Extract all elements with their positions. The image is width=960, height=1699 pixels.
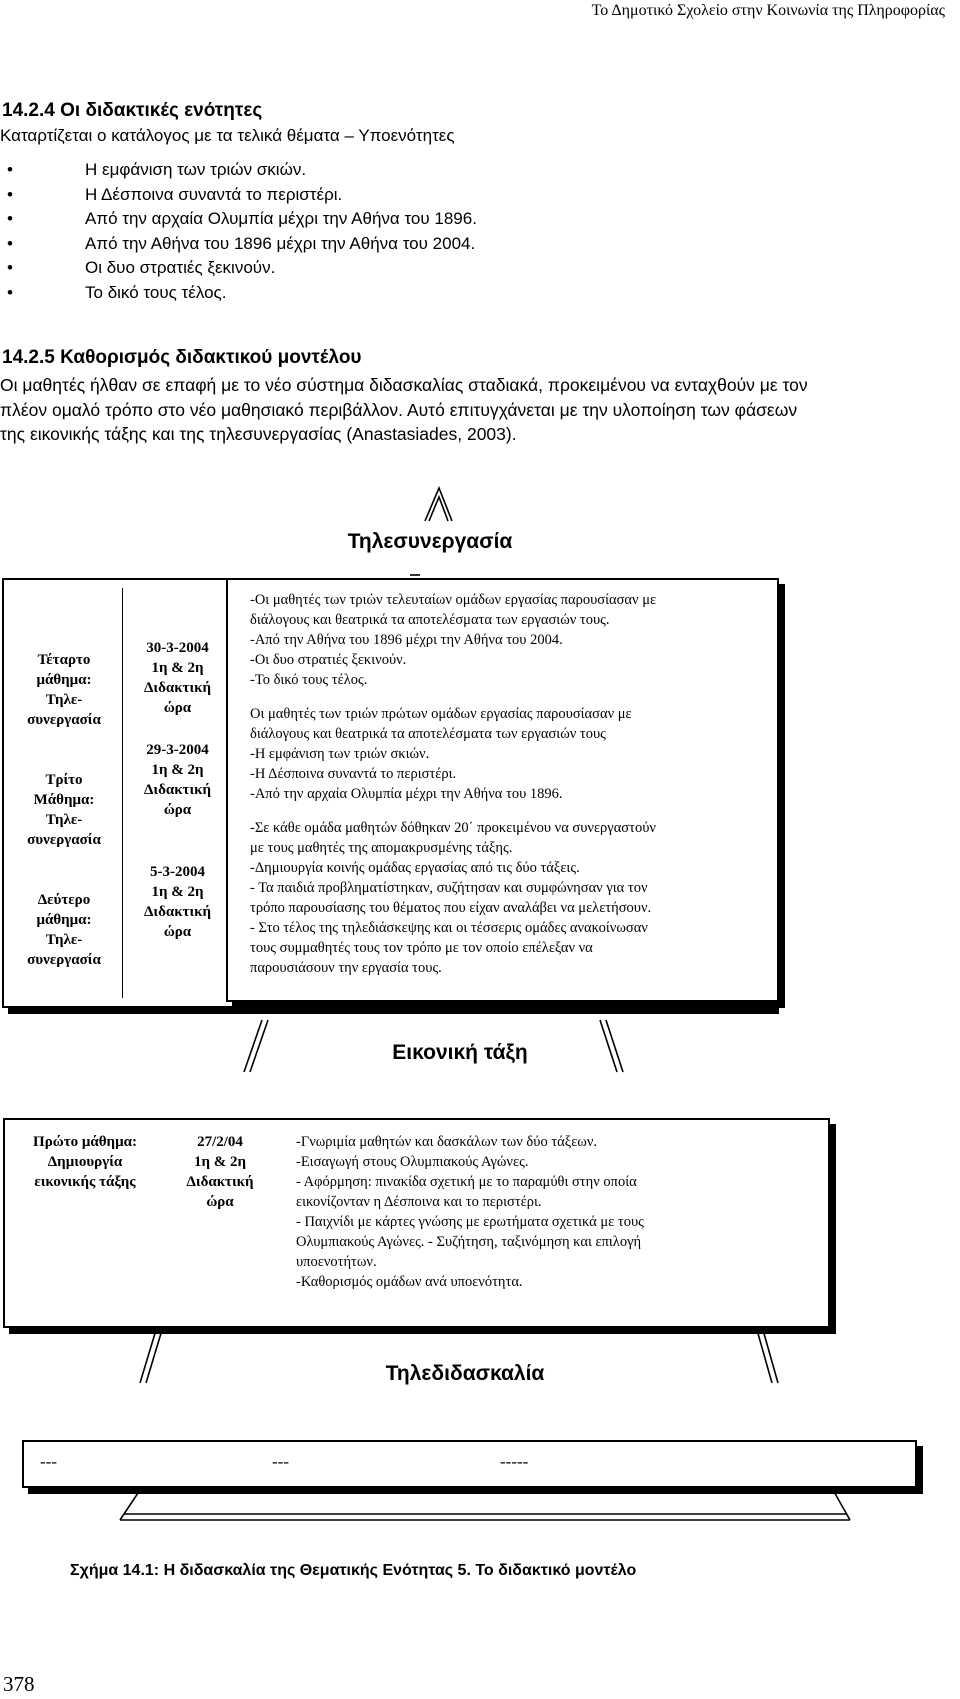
date-line: 29-3-2004 [146,742,209,758]
lesson-line: Τηλε- [45,812,83,828]
date-line: 1η & 2η [151,762,204,778]
activity-line: -Από την Αθήνα του 1896 μέχρι την Αθήνα του 2004. [250,632,563,648]
lesson-line: Τηλε- [45,932,83,948]
activity-line: υποενοτήτων. [296,1254,377,1270]
list-item: • Η Δέσποινα συναντά το περιστέρι. [0,183,477,208]
activity-line: διάλογους και θεατρικά τα αποτελέσματα των εργασιών τους. [250,612,610,628]
layer-title-virtual-classroom: Εικονική τάξη [392,1041,528,1064]
activity-line: Οι μαθητές των τριών πρώτων ομάδων εργασίας παρουσίασαν με [250,706,632,722]
lesson-line: Τηλε- [45,692,83,708]
list-item: • Οι δυο στρατιές ξεκινούν. [0,256,477,281]
activity-line: -Δημιουργία κοινής ομάδας εργασίας από τις δύο τάξεις. [250,860,580,876]
activity-line: -Η Δέσποινα συναντά το περιστέρι. [250,766,457,782]
lesson-line: εικονικής τάξης [34,1174,136,1190]
activity-line: διάλογους και θεατρικά τα αποτελέσματα των εργασιών τους [250,726,606,742]
activity-line: τρόπο παρουσίασης του θέματος που είχαν αναλάβει να μελετήσουν. [250,900,652,916]
activity-line: -Καθορισμός ομάδων ανά υποενότητα. [296,1274,523,1290]
layer-title-telecollaboration: Τηλεσυνεργασία [347,530,513,553]
activity-line: - Αφόρμηση: πινακίδα σχετική με το παραμύθι στην οποία [296,1174,637,1190]
running-header: Το Δημοτικό Σχολείο στην Κοινωνία της Πληροφορίας [591,2,945,19]
date-line: ώρα [163,802,192,818]
date-line: 27/2/04 [197,1134,243,1150]
lesson-line: Πρώτο μάθημα: [33,1134,137,1150]
activity-line: Ολυμπιακούς Αγώνες. - Συζήτηση, ταξινόμηση και επιλογή [296,1234,642,1250]
activity-line: -Σε κάθε ομάδα μαθητών δόθηκαν 20΄ προκειμένου να συνεργαστούν [250,820,656,836]
date-line: Διδακτική [144,782,211,798]
lesson-label [4,650,124,730]
activity-line: -Οι δυο στρατιές ξεκινούν. [250,652,407,668]
lesson-line: μάθημα: [36,912,92,928]
activity-line: -Η εμφάνιση των τριών σκιών. [250,746,430,762]
lesson-line: Μάθημα: [33,792,95,808]
telecollaboration-activities [250,590,656,978]
date-line: 1η & 2η [193,1154,247,1170]
lesson-label [10,1132,160,1192]
section-heading-14-2-4: 14.2.4 Οι διδακτικές ενότητες [2,100,263,121]
session-date [170,1132,270,1212]
lesson-line: συνεργασία [27,952,101,968]
page-number: 378 [3,1672,35,1696]
activity-line: - Παιχνίδι με κάρτες γνώσης με ερωτήματα σχετικά με τους [296,1214,644,1230]
teleteaching-cell: --- [40,1452,57,1471]
body-line: της εικονικής τάξης και της τηλεσυνεργασίας (Anastasiades, 2003). [0,424,517,444]
date-line: 1η & 2η [151,884,204,900]
lesson-label [4,770,124,850]
body-line: πλέον ομαλό τρόπο στο νέο μαθησιακό περιβάλλον. Αυτό επιτυγχάνεται με την υλοποίηση των φάσεων [0,399,798,420]
date-line: ώρα [206,1194,234,1210]
activity-line: - Τα παιδιά προβληματίστηκαν, συζήτησαν και συμφώνησαν για τον [250,880,648,896]
virtual-classroom-activities [296,1132,644,1292]
activity-line: παρουσιάσουν την εργασία τους. [250,960,442,976]
activity-line: με τους μαθητές της απομακρυσμένης τάξης. [250,840,513,856]
activity-line: -Από την αρχαία Ολυμπία μέχρι την Αθήνα του 1896. [250,786,563,802]
lesson-label [4,890,124,970]
figure-caption: Σχήμα 14.1: Η διδασκαλία της Θεματικής Ενότητας 5. Το διδακτικό μοντέλο [70,1562,637,1579]
layer-title-teleteaching: Τηλεδιδασκαλία [385,1362,545,1385]
body-line: Οι μαθητές ήλθαν σε επαφή με το νέο σύστημα διδασκαλίας σταδιακά, προκειμένου να ενταχθούν με τον [0,375,808,395]
date-line: Διδακτική [144,904,211,920]
list-item: • Από την Αθήνα του 1896 μέχρι την Αθήνα του 2004. [0,232,477,257]
activity-line: τους συμμαθητές τους τον τρόπο με τον οποίο επέλεξαν να [250,940,593,956]
section-heading-14-2-5: 14.2.5 Καθορισμός διδακτικού μοντέλου [2,347,362,368]
list-item: • Το δικό τους τέλος. [0,281,477,306]
teleteaching-table [22,1440,917,1488]
date-line: Διδακτική [186,1174,254,1190]
lesson-line: Τρίτο [45,772,83,788]
date-line: ώρα [163,924,192,940]
lesson-line: Δεύτερο [37,892,91,908]
lesson-line: Δημιουργία [47,1154,123,1170]
list-item: • Η εμφάνιση των τριών σκιών. [0,158,477,183]
lesson-line: συνεργασία [27,712,101,728]
session-date [120,740,235,820]
lesson-line: συνεργασία [27,832,101,848]
activity-line: εικονίζονταν η Δέσποινα και το περιστέρι. [296,1194,542,1210]
date-line: ώρα [163,700,192,716]
activity-line: -Γνωριμία μαθητών και δασκάλων των δύο τάξεων. [296,1134,598,1150]
activity-line: -Εισαγωγή στους Ολυμπιακούς Αγώνες. [296,1154,529,1170]
list-item: • Από την αρχαία Ολυμπία μέχρι την Αθήνα του 1896. [0,207,477,232]
section-intro: Καταρτίζεται ο κατάλογος με τα τελικά θέματα – Υποενότητες [0,126,455,145]
lesson-line: μάθημα: [36,672,92,688]
activity-line: -Το δικό τους τέλος. [250,672,368,688]
teleteaching-cell: --- [272,1452,289,1471]
date-line: Διδακτική [144,680,211,696]
lesson-line: Τέταρτο [37,652,91,668]
session-date [120,638,235,718]
activity-line: - Στο τέλος της τηλεδιάσκεψης και οι τέσσερις ομάδες ανακοίνωσαν [250,920,648,936]
date-line: 5-3-2004 [150,864,205,880]
date-line: 30-3-2004 [146,640,209,656]
activity-line: -Οι μαθητές των τριών τελευταίων ομάδων εργασίας παρουσίασαν με [250,592,657,608]
teleteaching-cell: ----- [500,1452,529,1471]
date-line: 1η & 2η [151,660,204,676]
session-date [120,862,235,942]
